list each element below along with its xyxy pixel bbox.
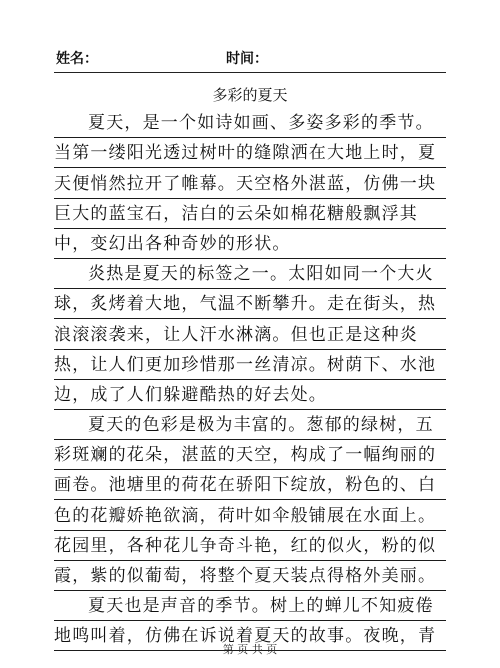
ruled-line [54,440,446,470]
line-text: 球，炙烤着大地，气温不断攀升。走在街头，热 [54,294,437,315]
line-text: 浪滚滚袭来，让人汗水淋漓。但也正是这种炎 [54,324,418,345]
line-text: 花园里，各种花儿争奇斗艳，红的似火，粉的似 [54,535,437,556]
ruled-line [54,319,446,349]
ruled-line [54,591,446,621]
ruled-line [54,259,446,289]
line-text: 天便悄然拉开了帷幕。天空格外湛蓝，仿佛一块 [54,173,437,194]
line-text: 当第一缕阳光透过树叶的缝隙洒在大地上时，夏 [54,143,437,164]
ruled-line [54,289,446,319]
line-text: 夏天也是声音的季节。树上的蝉儿不知疲倦 [88,596,434,617]
ruled-line [54,500,446,530]
essay-title: 多彩的夏天 [212,86,288,104]
line-text: 巨大的蓝宝石，洁白的云朵如棉花糖般飘浮其 [54,203,418,224]
page-footer: 第 页 共 页 [222,643,278,656]
line-text: 夏天，是一个如诗如画、多姿多彩的季节。 [88,113,434,134]
ruled-line [54,229,446,259]
ruled-line [54,380,446,410]
ruled-line [54,470,446,500]
ruled-line [54,561,446,591]
line-text: 边，成了人们躲避酷热的好去处。 [54,384,327,405]
ruled-line [54,531,446,561]
ruled-line [54,410,446,440]
line-text: 霞，紫的似葡萄，将整个夏天装点得格外美丽。 [54,566,437,586]
line-text: 彩斑斓的花朵，湛蓝的天空，构成了一幅绚丽的 [54,445,437,466]
line-text: 画卷。池塘里的荷花在骄阳下绽放，粉色的、白 [54,475,437,496]
line-text: 中，变幻出各种奇妙的形状。 [54,233,291,254]
essay-body [54,108,446,651]
line-text: 炎热是夏天的标签之一。太阳如同一个大火 [88,264,434,285]
ruled-line [54,138,446,168]
name-label: 姓名： [56,51,98,67]
time-label: 时间： [226,51,268,67]
line-text: 夏天的色彩是极为丰富的。葱郁的绿树，五 [88,415,434,436]
header-rule [54,72,446,73]
line-text: 地鸣叫着，仿佛在诉说着夏天的故事。夜晚，青 [54,626,437,647]
ruled-line [54,108,446,138]
ruled-line [54,350,446,380]
line-text: 热，让人们更加珍惜那一丝清凉。树荫下、水池 [54,354,437,375]
ruled-line [54,168,446,198]
line-text: 色的花瓣娇艳欲滴，荷叶如伞般铺展在水面上。 [54,505,437,526]
ruled-line [54,199,446,229]
header [0,0,500,76]
